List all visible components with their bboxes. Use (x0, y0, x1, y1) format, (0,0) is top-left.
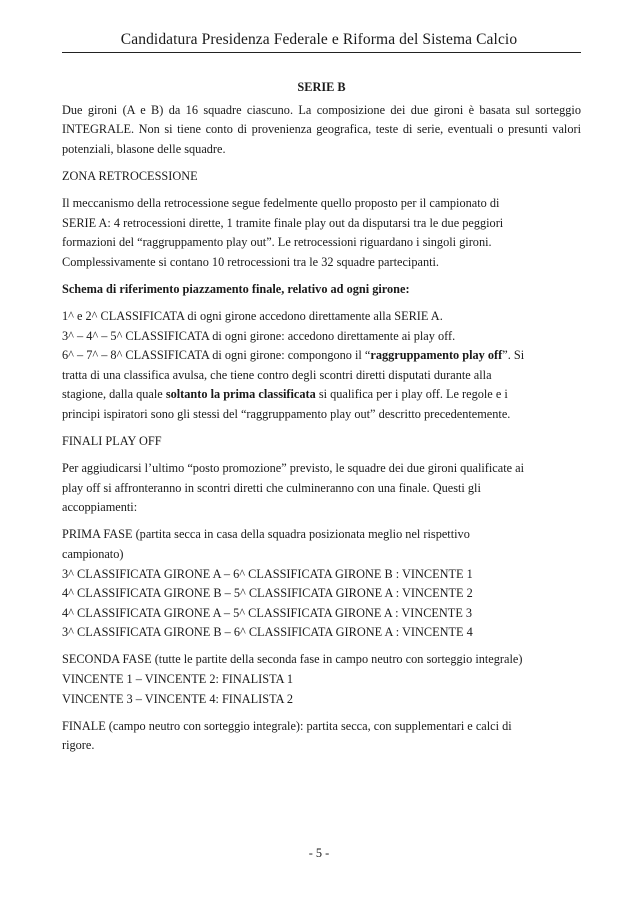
bold-text: raggruppamento play off (370, 348, 503, 363)
running-header: Candidatura Presidenza Federale e Riforma del Sistema Calcio (120, 31, 518, 48)
text-line (62, 346, 581, 366)
text-line: 1^ e 2^ CLASSIFICATA di ogni girone accedono direttamente alla SERIE A. (62, 308, 443, 323)
finale-block (62, 717, 581, 756)
text-span: stagione, dalla quale (62, 387, 166, 402)
text-line: tratta di una classifica avulsa, che tiene contro degli scontri diretti disputati durante alla (62, 367, 492, 382)
text-span: si qualifica per i play off. Le regole e i (315, 387, 508, 402)
match-line: VINCENTE 1 – VINCENTE 2: FINALISTA 1 (62, 672, 294, 687)
match-line: VINCENTE 3 – VINCENTE 4: FINALISTA 2 (62, 691, 294, 706)
page-body (62, 78, 581, 763)
seconda-fase-block (62, 650, 581, 709)
text-line (62, 385, 581, 405)
text-line: Per aggiudicarsi l’ultimo “posto promozione” previsto, le squadre dei due gironi qualificate ai (62, 461, 525, 476)
finali-play-off-paragraph (62, 459, 581, 518)
finali-play-off-heading: FINALI PLAY OFF (62, 434, 162, 448)
prima-fase-heading: PRIMA FASE (partita secca in casa della squadra posizionata meglio nel rispettivo (62, 527, 470, 542)
text-line: Complessivamente si contano 10 retrocessioni tra le 32 squadre partecipanti. (62, 254, 439, 269)
match-line: 3^ CLASSIFICATA GIRONE A – 6^ CLASSIFICATA GIRONE B : VINCENTE 1 (62, 566, 473, 581)
text-line: rigore. (62, 738, 95, 753)
match-line: 4^ CLASSIFICATA GIRONE A – 5^ CLASSIFICATA GIRONE A : VINCENTE 3 (62, 605, 473, 620)
seconda-fase-heading: SECONDA FASE (tutte le partite della seconda fase in campo neutro con sorteggio integrale) (62, 652, 523, 667)
match-line: 3^ CLASSIFICATA GIRONE B – 6^ CLASSIFICATA GIRONE A : VINCENTE 4 (62, 625, 473, 640)
text-line: formazioni del “raggruppamento play out”. Le retrocessioni riguardano i singoli gironi. (62, 235, 492, 250)
prima-fase-heading: campionato) (62, 546, 124, 561)
text-span: ”. Si (502, 348, 525, 363)
text-line: principi ispiratori sono gli stessi del “raggruppamento play out” descritto precedentemente. (62, 406, 511, 421)
schema-heading (62, 280, 581, 300)
page-number: - 5 - (308, 846, 330, 860)
schema-paragraph (62, 307, 581, 425)
text-line: play off si affronteranno in scontri diretti che culmineranno con una finale. Questi gli (62, 480, 481, 495)
text-line: accoppiamenti: (62, 500, 138, 515)
section-title: SERIE B (297, 80, 346, 94)
text-line: Il meccanismo della retrocessione segue fedelmente quello proposto per il campionato di (62, 195, 500, 210)
match-line: 4^ CLASSIFICATA GIRONE B – 5^ CLASSIFICATA GIRONE A : VINCENTE 2 (62, 586, 473, 601)
intro-paragraph: Due gironi (A e B) da 16 squadre ciascuno. La composizione dei due gironi è basata sul sorteggio INTEGRALE. Non si tiene conto di provenienza geografica, teste di serie, eventuali o presunti valori potenziali, blasone delle squadre. (62, 102, 581, 156)
text-span: 6^ – 7^ – 8^ CLASSIFICATA di ogni girone: compongono il “ (62, 348, 371, 363)
bold-text: soltanto la prima classificata (165, 387, 316, 402)
header-rule (62, 52, 581, 53)
text-line: 3^ – 4^ – 5^ CLASSIFICATA di ogni girone: accedono direttamente ai play off. (62, 328, 456, 343)
zona-retrocessione-heading: ZONA RETROCESSIONE (62, 168, 198, 183)
prima-fase-block (62, 525, 581, 643)
text-line: FINALE (campo neutro con sorteggio integrale): partita secca, con supplementari e calci di (62, 718, 512, 733)
text-line: SERIE A: 4 retrocessioni dirette, 1 tramite finale play out da disputarsi tra le due peggiori (62, 215, 504, 230)
schema-heading-text: Schema di riferimento piazzamento finale, relativo ad ogni girone: (62, 281, 410, 296)
zona-retrocessione-paragraph (62, 194, 581, 272)
